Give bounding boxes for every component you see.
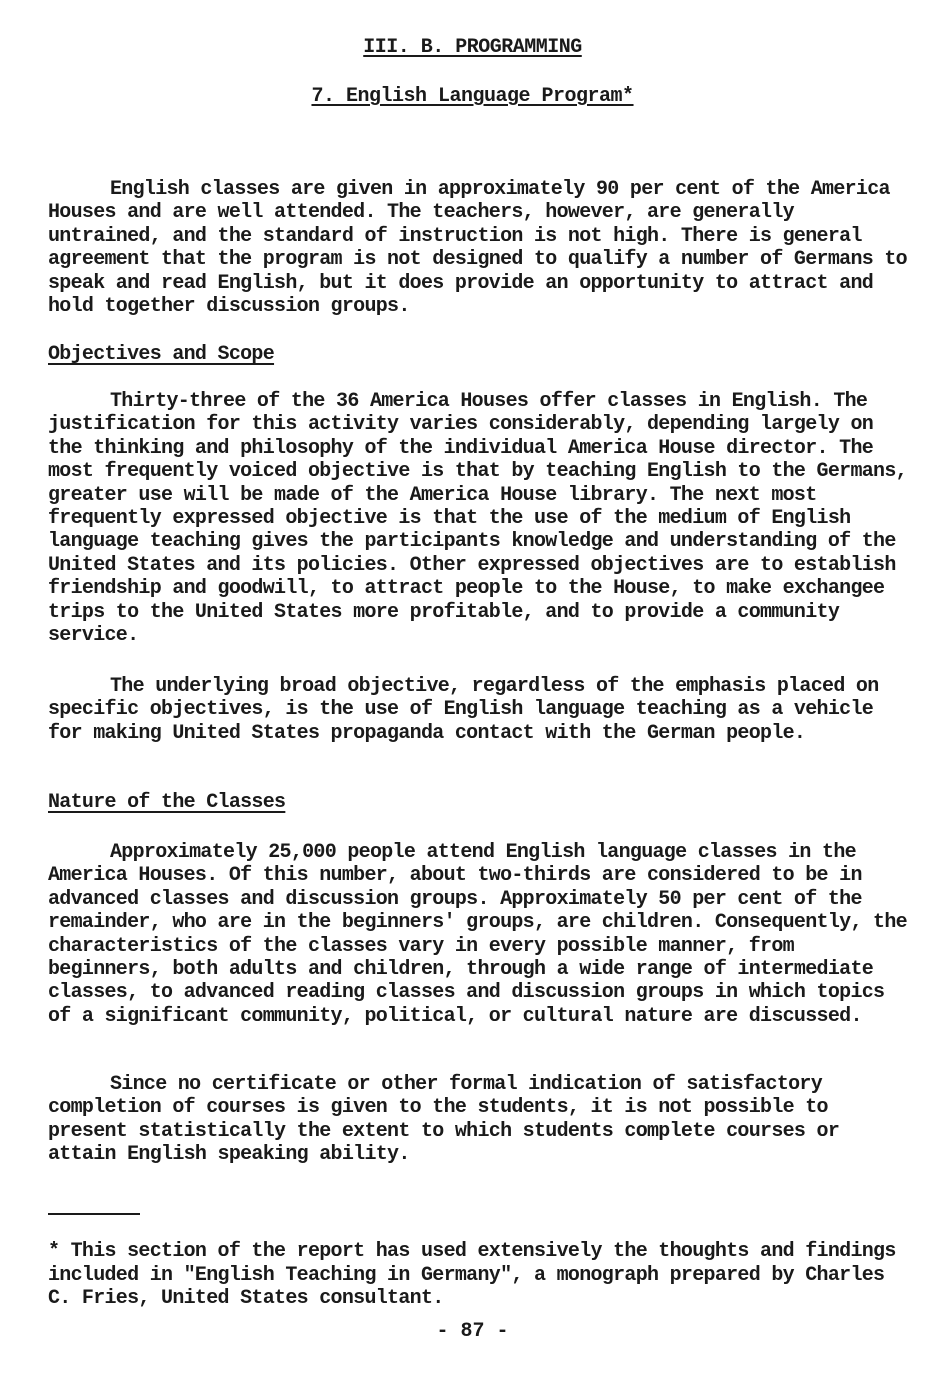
nature-paragraph-2: Since no certificate or other formal indication of satisfactory completion of courses is given to the students, it is not possible to present statistically the extent to which students complete courses or attain English speaking ability. [48,1073,840,1167]
section-heading: III. B. PROGRAMMING [363,36,582,59]
nature-heading: Nature of the Classes [48,791,286,814]
objectives-heading: Objectives and Scope [48,343,275,366]
objectives-paragraph-2: The underlying broad objective, regardless of the emphasis placed on specific objectives, is the use of English language teaching as a vehicle for making United States propaganda contact with the German people. [48,675,879,745]
page-number: - 87 - [436,1320,509,1343]
nature-paragraph-1: Approximately 25,000 people attend English language classes in the America Houses. Of this number, about two-thirds are considered to be in advanced classes and discussion groups. Approximately 50 per cent of the remainder, who are in the beginners' groups, are children. Consequently, the characteristics of the classes vary in every possible manner, from beginners, both adults and children, through a wide range of intermediate classes, to advanced reading classes and discussion groups in which topics of a significant community, political, or cultural nature are discussed. [48,841,907,1028]
footnote-divider [48,1213,140,1215]
intro-paragraph: English classes are given in approximately 90 per cent of the America Houses and are well attended. The teachers, however, are generally untrained, and the standard of instruction is not high. There is general agreement that the program is not designed to qualify a number of Germans to speak and read English, but it does provide an opportunity to attract and hold together discussion groups. [48,178,907,319]
objectives-paragraph-1: Thirty-three of the 36 America Houses offer classes in English. The justification for this activity varies considerably, depending largely on the thinking and philosophy of the individual America House director. The most frequently voiced objective is that by teaching English to the Germans, greater use will be made of the America House library. The next most frequently expressed objective is that the use of the medium of English language teaching gives the participants knowledge and understanding of the United States and its policies. Other expressed objectives are to establish friendship and goodwill, to attract people to the House, to make exchangee trips to the United States more profitable, and to provide a community service. [48,390,907,648]
page-title: 7. English Language Program* [311,85,634,108]
footnote: * This section of the report has used extensively the thoughts and findings included in "English Teaching in Germany", a monograph prepared by Charles C. Fries, United States consultant. [48,1240,896,1310]
